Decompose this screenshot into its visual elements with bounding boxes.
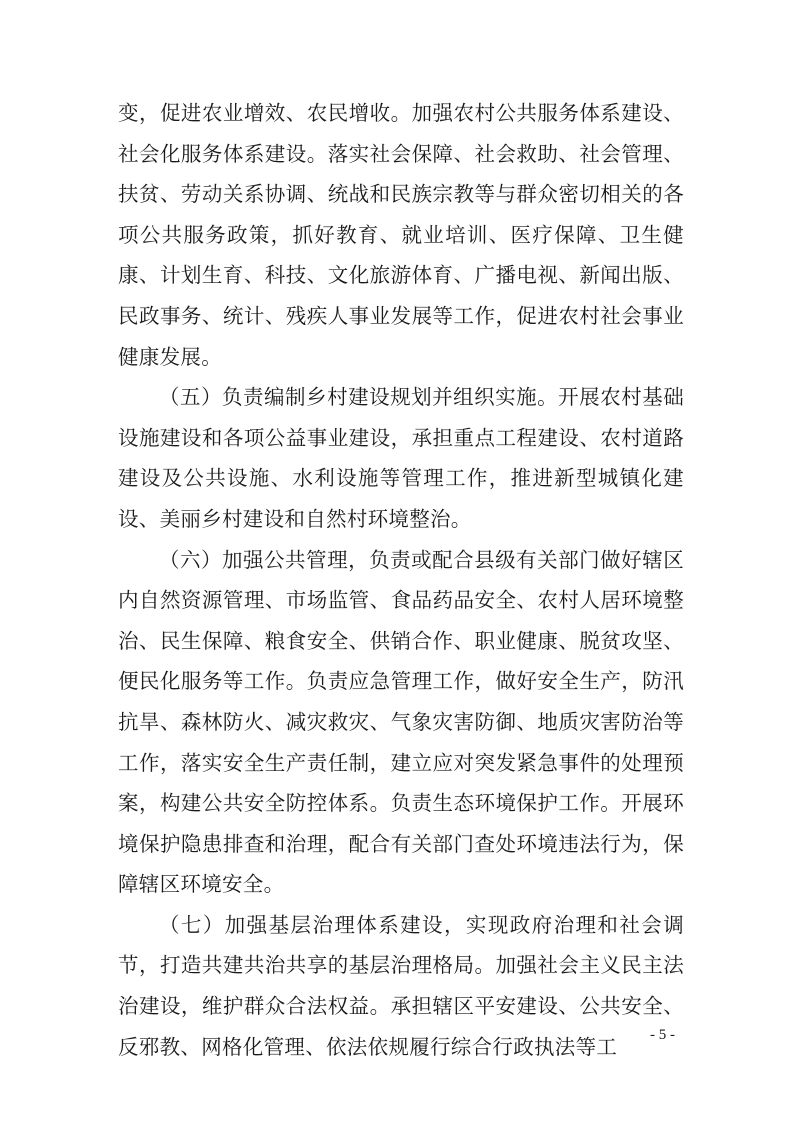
page-number: - 5 - xyxy=(650,1027,675,1043)
document-body xyxy=(118,93,684,1067)
paragraph-item-5: （五）负责编制乡村建设规划并组织实施。开展农村基础设施建设和各项公益事业建设，承担重点工程建设、农村道路建设及公共设施、水利设施等管理工作，推进新型城镇化建设、美丽乡村建设和自然村环境整治。 xyxy=(118,385,684,531)
paragraph-item-6: （六）加强公共管理，负责或配合县级有关部门做好辖区内自然资源管理、市场监管、食品药品安全、农村人居环境整治、民生保障、粮食安全、供销合作、职业健康、脱贫攻坚、便民化服务等工作。负责应急管理工作，做好安全生产，防汛抗旱、森林防火、减灾救灾、气象灾害防御、地质灾害防治等工作，落实安全生产责任制，建立应对突发紧急事件的处理预案，构建公共安全防控体系。负责生态环境保护工作。开展环境保护隐患排查和治理，配合有关部门查处环境违法行为，保障辖区环境安全。 xyxy=(118,547,684,897)
paragraph-continuation: 变，促进农业增效、农民增收。加强农村公共服务体系建设、社会化服务体系建设。落实社会保障、社会救助、社会管理、扶贫、劳动关系协调、统战和民族宗教等与群众密切相关的各项公共服务政策，抓好教育、就业培训、医疗保障、卫生健康、计划生育、科技、文化旅游体育、广播电视、新闻出版、民政事务、统计、残疾人事业发展等工作，促进农村社会事业健康发展。 xyxy=(118,101,684,369)
paragraph-item-7: （七）加强基层治理体系建设，实现政府治理和社会调节，打造共建共治共享的基层治理格局。加强社会主义民主法治建设，维护群众合法权益。承担辖区平安建设、公共安全、反邪教、网格化管理、依法依规履行综合行政执法等工 xyxy=(118,912,684,1059)
